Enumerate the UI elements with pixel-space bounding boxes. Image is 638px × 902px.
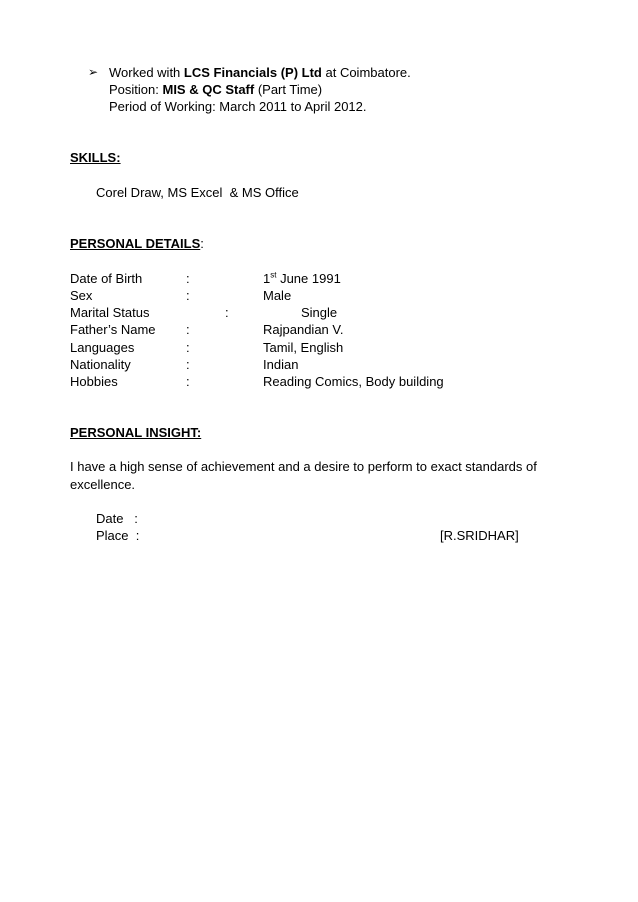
dob-day: 1	[263, 271, 271, 286]
detail-value-nationality: Indian	[263, 357, 299, 372]
detail-colon-fathers-name: :	[186, 322, 190, 337]
detail-colon-hobbies: :	[186, 374, 190, 389]
detail-label-hobbies: Hobbies	[70, 374, 118, 389]
work-period: Period of Working: March 2011 to April 2012.	[109, 99, 367, 114]
detail-label-nationality: Nationality	[70, 357, 131, 372]
skills-text: Corel Draw, MS Excel & MS Office	[96, 185, 299, 200]
work-line-company	[109, 64, 411, 81]
detail-value-languages: Tamil, English	[263, 340, 344, 355]
work-line-prefix: Worked with	[109, 65, 184, 80]
personal-details-heading-text: PERSONAL DETAILS	[70, 236, 201, 251]
detail-value-fathers-name: Rajpandian V.	[263, 322, 344, 337]
detail-value-sex: Male	[263, 288, 292, 303]
detail-colon-sex: :	[186, 288, 190, 303]
work-line-position	[109, 81, 322, 98]
date-label: Date :	[96, 511, 138, 526]
personal-details-heading	[70, 235, 204, 252]
personal-insight-heading: PERSONAL INSIGHT:	[70, 425, 202, 440]
skills-heading: SKILLS:	[70, 150, 121, 165]
position-title: MIS & QC Staff	[162, 82, 255, 97]
work-line-suffix: at Coimbatore.	[321, 65, 411, 80]
detail-colon-languages: :	[186, 340, 190, 355]
detail-label-dob: Date of Birth	[70, 271, 143, 286]
detail-label-marital-status: Marital Status	[70, 305, 150, 320]
dob-ordinal: st	[270, 270, 277, 280]
detail-label-sex: Sex	[70, 288, 93, 303]
position-note: (Part Time)	[254, 82, 323, 97]
signature-name: [R.SRIDHAR]	[440, 528, 519, 543]
place-label: Place :	[96, 528, 140, 543]
detail-label-fathers-name: Father’s Name	[70, 322, 156, 337]
dob-month-year: June 1991	[276, 271, 341, 286]
detail-value-dob	[263, 270, 341, 287]
detail-label-languages: Languages	[70, 340, 135, 355]
detail-colon-nationality: :	[186, 357, 190, 372]
arrow-bullet-icon: ➢	[88, 65, 99, 79]
detail-value-hobbies: Reading Comics, Body building	[263, 374, 444, 389]
detail-colon-marital-status: :	[225, 305, 229, 320]
detail-colon-dob: :	[186, 271, 190, 286]
detail-value-marital-status: Single	[301, 305, 338, 320]
personal-details-heading-colon: :	[200, 236, 204, 251]
position-label: Position:	[109, 82, 163, 97]
company-name: LCS Financials (P) Ltd	[183, 65, 322, 80]
personal-insight-text: I have a high sense of achievement and a desire to perform to exact standards of excellence.	[70, 459, 537, 492]
